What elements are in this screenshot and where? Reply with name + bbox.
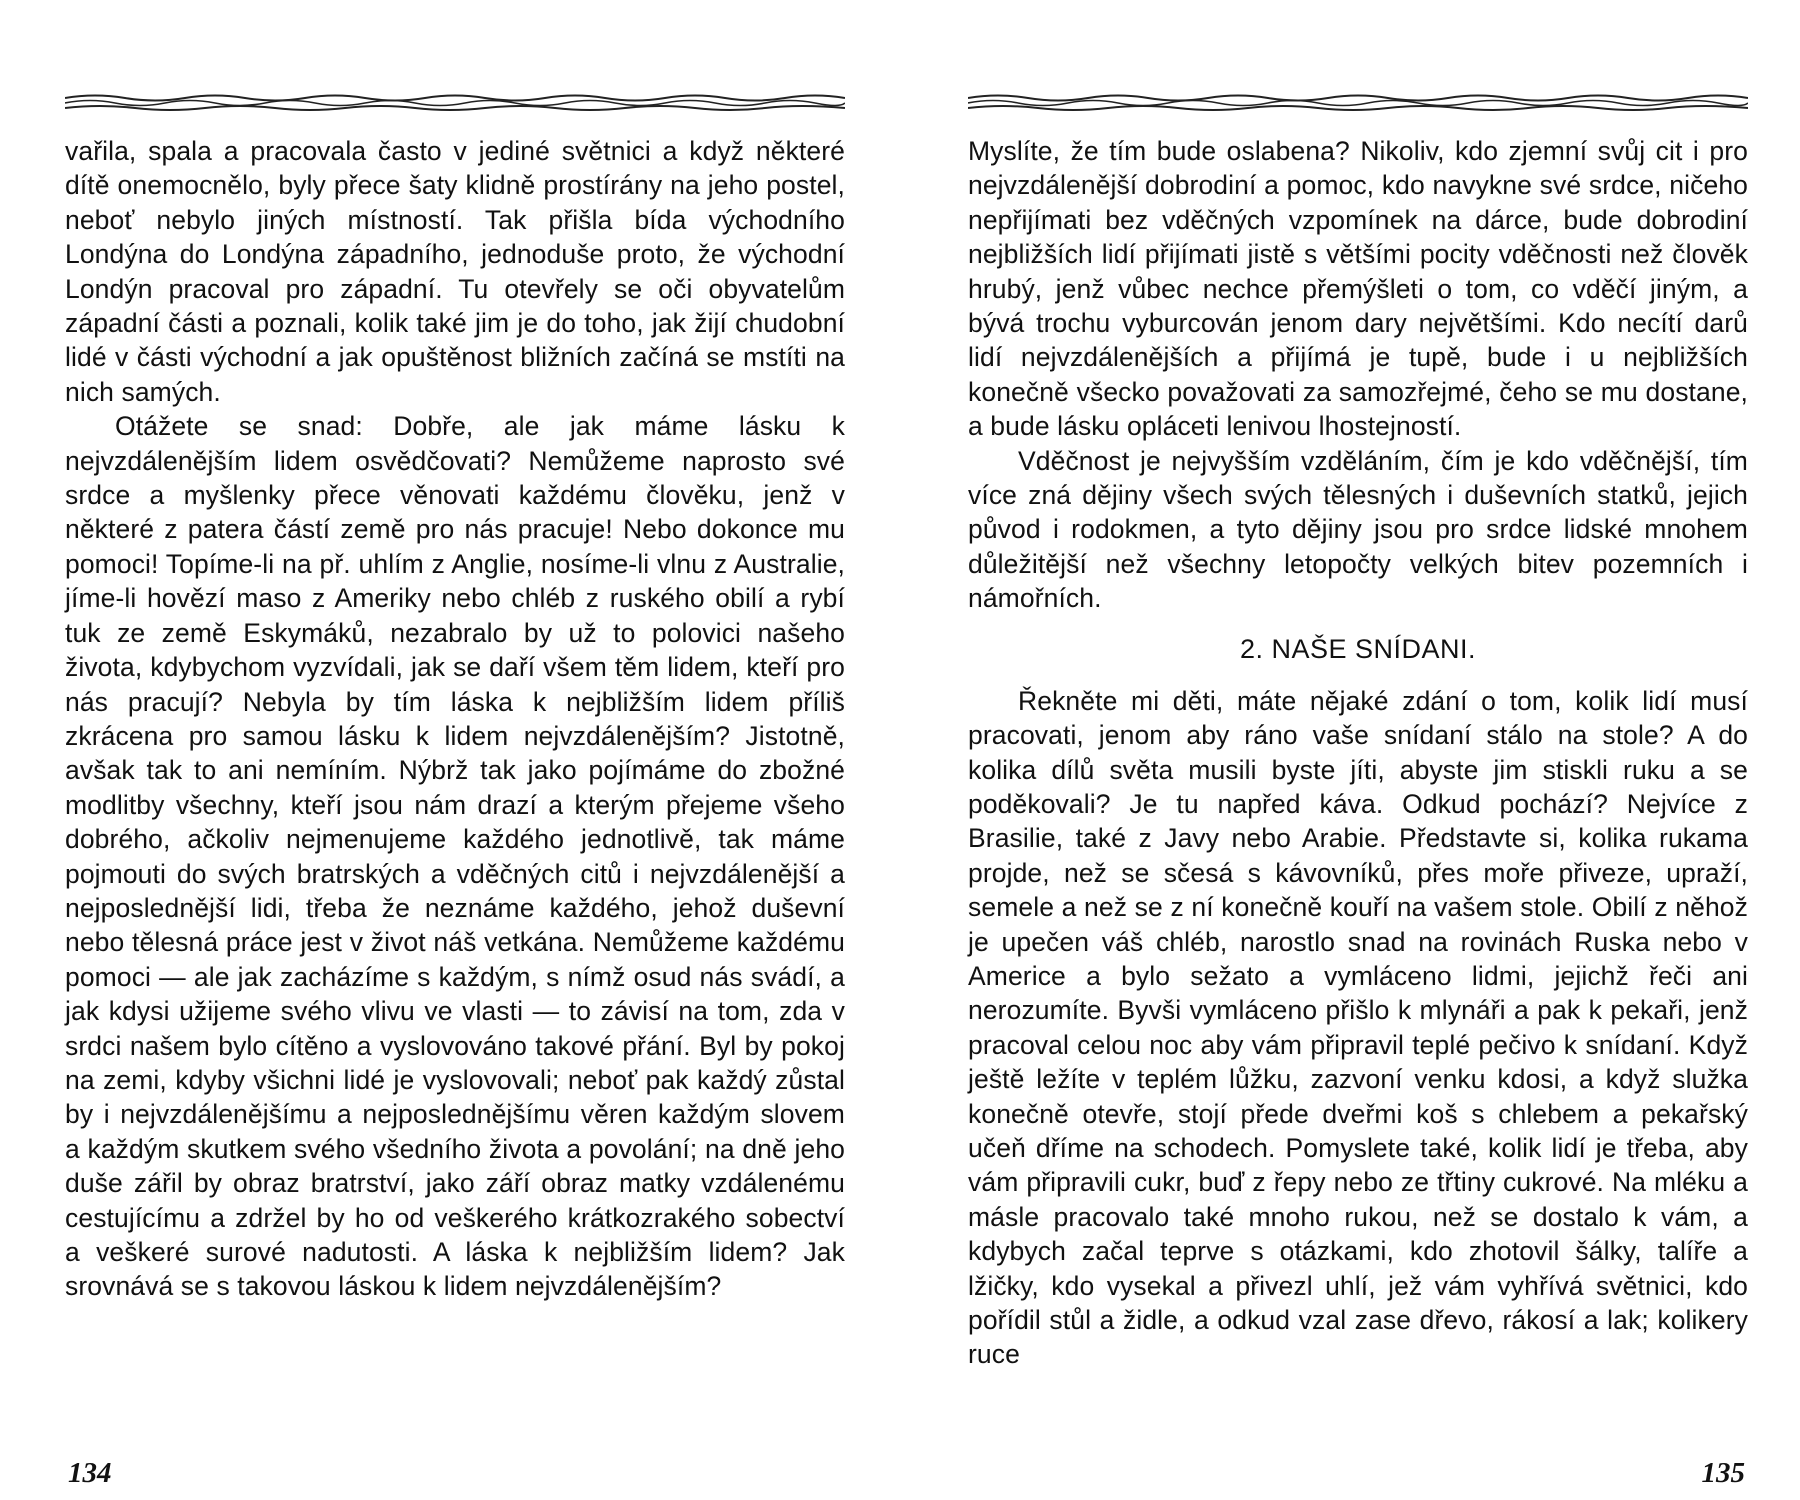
wavy-rule-icon <box>65 92 845 112</box>
page-number: 135 <box>1701 1457 1745 1489</box>
top-ornament-left <box>65 92 845 112</box>
top-ornament-right <box>968 92 1748 112</box>
paragraph: Řekněte mi děti, máte nějaké zdání o tom, kolik lidí musí pracovati, jenom aby ráno vaše snídaní stálo na stole? A do kolika dílů světa musili byste jíti, abyste jim stiskli ruku a se poděkovali? Je tu napřed káva. Odkud pochází? Nejvíce z Brasilie, také z Javy nebo Arabie. Představte si, kolika rukama projde, než se sčesá s kávovníků, přes moře přiveze, upraží, semele a než se z ní konečně kouří na vašem stole. Obilí z něhož je upečen váš chléb, narostlo snad na rovinách Ruska nebo v Americe a bylo sežato a vymláceno lidmi, jejichž řeči ani nerozumíte. Byvši vymláceno přišlo k mlynáři a pak k pekaři, jenž pracoval celou noc aby vám připravil teplé pečivo k snídaní. Když ještě ležíte v teplém lůžku, zazvoní venku kdosi, a když služka konečně otevře, stojí přede dveřmi koš s chlebem a pekařský učeň dříme na schodech. Pomyslete také, kolik lidí je třeba, aby vám připravili cukr, buď z řepy nebo ze třtiny cukrové. Na mléku a másle pracovalo také mnoho rukou, než se dostalo k vám, a kdybych začal teprve s otázkami, kdo zhotovil šálky, talíře a lžičky, kdo vysekal a přivezl uhlí, jež vám vyhřívá světnici, kdo pořídil stůl a židle, a odkud vzal zase dřevo, rákosí a lak; kolikery ruce <box>968 685 1748 1370</box>
right-page <box>968 92 1748 1492</box>
left-page <box>65 92 845 1492</box>
page-number: 134 <box>68 1457 112 1489</box>
paragraph: Otážete se snad: Dobře, ale jak máme lásku k nejvzdálenějším lidem osvědčovati? Nemůžeme naprosto své srdce a myšlenky přece věnovati každému člověku, jenž v některé z patera částí země pro nás pracuje! Nebo dokonce mu pomoci! Topíme-li na př. uhlím z Anglie, nosíme-li vlnu z Australie, jíme-li hovězí maso z Ameriky nebo chléb z ruského obilí a rybí tuk ze země Eskymáků, nezabralo by už to polovici našeho života, kdybychom vyzvídali, jak se daří všem těm lidem, kteří pro nás pracují? Nebyla by tím láska k nejbližším lidem příliš zkrácena pro samou lásku k lidem nejvzdálenějším? Jistotně, avšak tak to ani nemíním. Nýbrž tak jako pojímáme do zbožné modlitby všechny, kteří jsou nám drazí a kterým přejeme všeho dobrého, ačkoliv nejmenujeme každého jednotlivě, tak máme pojmouti do svých bratrských a vděčných citů i nejvzdálenější a nejposlednější lidi, třeba že neznáme každého, jehož duševní nebo tělesná práce jest v život náš vetkána. Nemůžeme každému pomoci — ale jak zacházíme s každým, s nímž osud nás svádí, a jak kdysi užijeme svého vlivu ve vlasti — to závisí na tom, zda v srdci našem bylo cítěno a vyslovováno takové přání. Byl by pokoj na zemi, kdyby všichni lidé je vyslovovali; neboť pak každý zůstal by i nejvzdálenějšímu a nejposlednějšímu věren každým slovem a každým skutkem svého všedního života a povolání; na dně jeho duše zářil by obraz bratrství, jako září obraz matky vzdálenému cestujícímu a zdržel by ho od veškerého krátkozrakého sobectví a veškeré surové nadutosti. A láska k nejbližším lidem? Jak srovnává se s takovou láskou k lidem nejvzdálenějším? <box>65 411 845 1302</box>
paragraph: Vděčnost je nejvyšším vzděláním, čím je kdo vděčnější, tím více zná dějiny všech svých tělesných i duševních statků, jejich původ i rodokmen, a tyto dějiny jsou pro srdce lidské mnohem důležitější než všechny letopočty velkých bitev pozemních i námořních. <box>968 445 1748 614</box>
section-heading: 2. NAŠE SNÍDANI. <box>1239 633 1477 664</box>
paragraph: Myslíte, že tím bude oslabena? Nikoliv, kdo zjemní svůj cit i pro nejvzdálenější dobrodiní a pomoc, kdo navykne své srdce, ničeho nepřijímati bez vděčných vzpomínek na dárce, bude dobrodiní nejbližších lidí přijímati jistě s většími pocity vděčnosti než člověk hrubý, jenž vůbec nechce přemýšleti o tom, co vděčí jiným, a bývá trochu vyburcován jenom dary největšími. Kdo necítí darů lidí nejvzdálenějších a přijímá je tupě, bude i u nejbližších konečně všecko považovati za samozřejmé, čeho se mu dostane, a bude lásku opláceti lenivou lhostejností. <box>968 136 1748 442</box>
wavy-rule-icon <box>968 92 1748 112</box>
left-page-text <box>65 134 845 1304</box>
right-page-text <box>968 134 1748 1372</box>
paragraph: vařila, spala a pracovala často v jediné světnici a když některé dítě onemocnělo, byly přece šaty klidně prostírány na jeho postel, neboť nebylo jiných místností. Tak přišla bída východního Londýna do Londýna západního, jednoduše proto, že východní Londýn pracoval pro západní. Tu otevřely se oči obyvatelům západní části a poznali, kolik také jim je do toho, jak žijí chudobní lidé v části východní a jak opuštěnost bližních začíná se mstíti na nich samých. <box>65 136 845 407</box>
